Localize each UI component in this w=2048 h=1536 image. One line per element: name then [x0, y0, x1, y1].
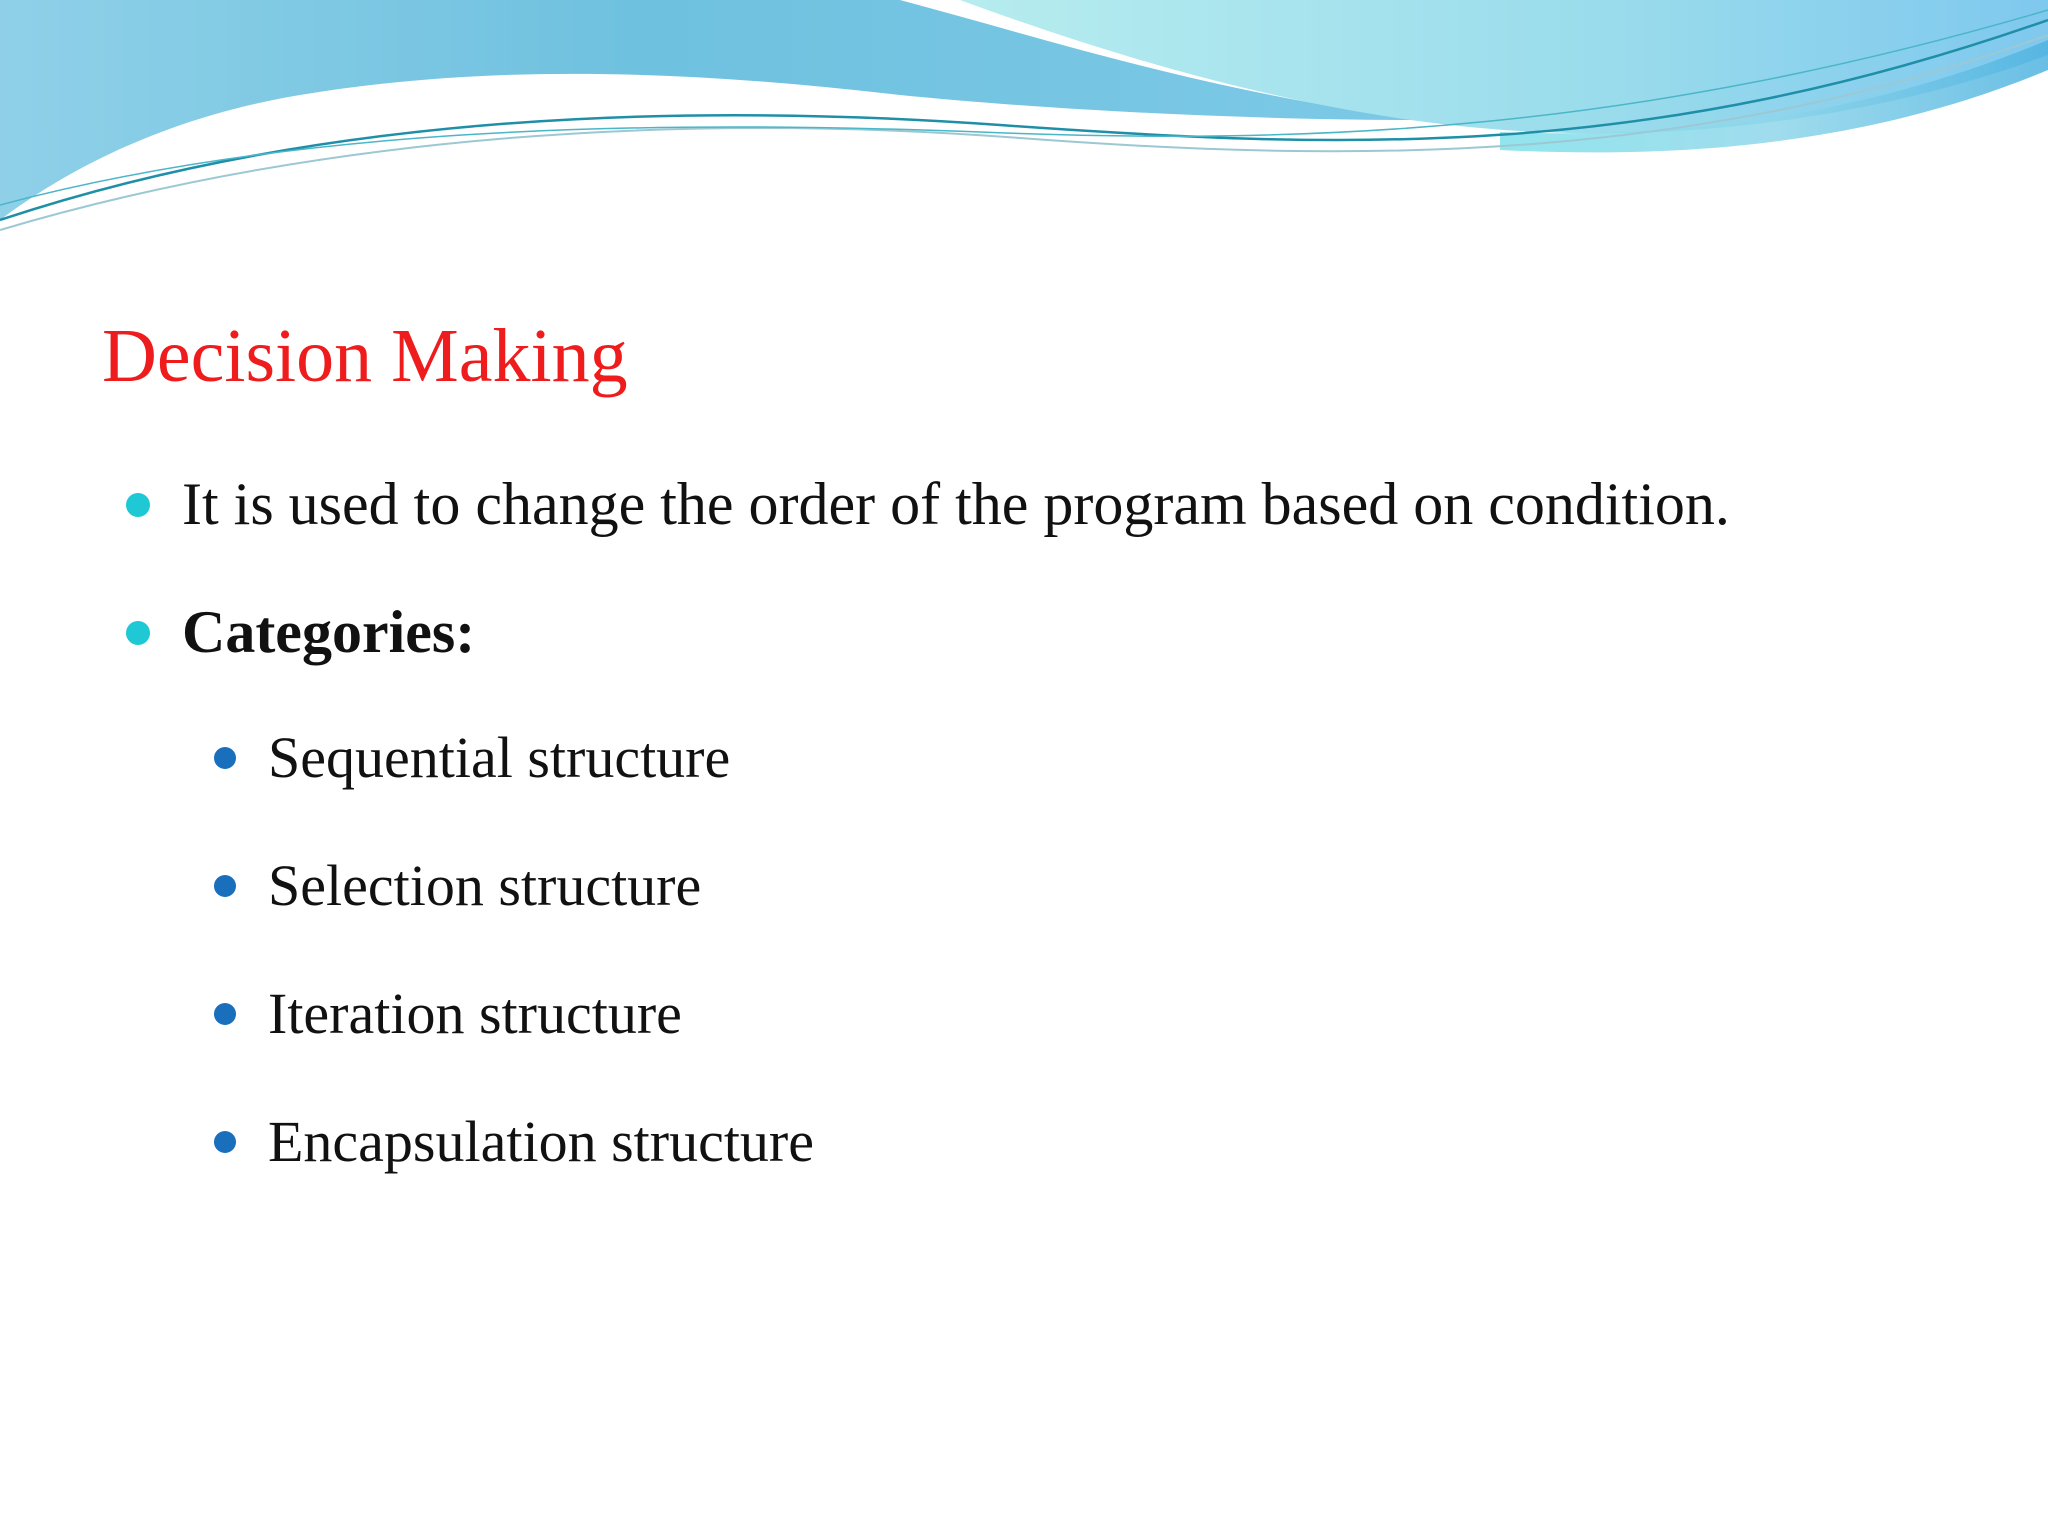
blue-bullet-icon: [214, 747, 236, 769]
sub-bullet-text: Sequential structure: [268, 725, 731, 790]
slide-title: Decision Making: [102, 314, 628, 398]
sub-bullet-item: [214, 724, 730, 791]
bullet-text: It is used to change the order of the program based on condition.: [182, 471, 1730, 537]
wave-header-decoration: [0, 0, 2048, 260]
sub-bullet-text: Selection structure: [268, 853, 702, 918]
blue-bullet-icon: [214, 1003, 236, 1025]
bullet-item: [126, 598, 475, 667]
sub-bullet-item: [214, 852, 701, 919]
blue-bullet-icon: [214, 875, 236, 897]
blue-bullet-icon: [214, 1131, 236, 1153]
sub-bullet-text: Encapsulation structure: [268, 1109, 814, 1174]
bullet-text-categories: Categories:: [182, 599, 476, 665]
sub-bullet-item: [214, 1108, 814, 1175]
sub-bullet-item: [214, 980, 682, 1047]
bullet-item: [126, 470, 1730, 539]
sub-bullet-text: Iteration structure: [268, 981, 682, 1046]
teal-bullet-icon: [126, 621, 150, 645]
teal-bullet-icon: [126, 493, 150, 517]
